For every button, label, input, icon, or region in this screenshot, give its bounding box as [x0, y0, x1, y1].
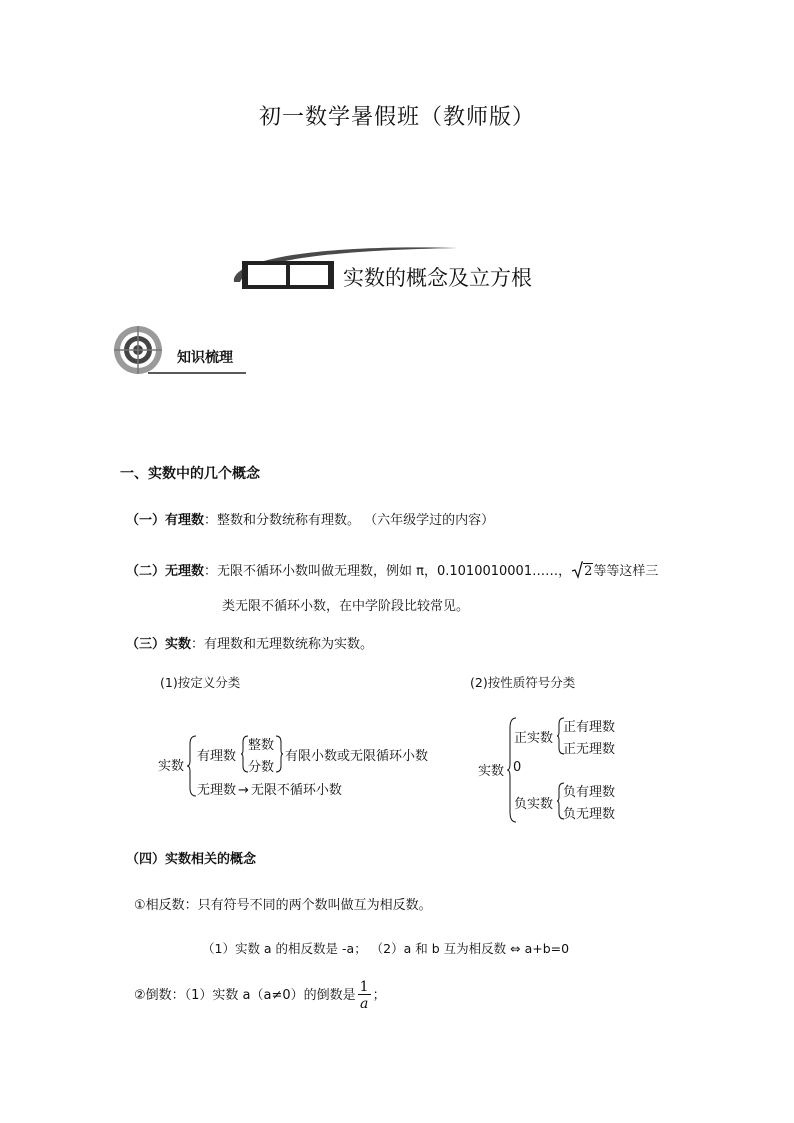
item-text: ：无限不循环小数叫做无理数，例如 π，0.1010010001……， — [204, 564, 572, 579]
class2-neg-rational: 负有理数 — [563, 785, 616, 800]
class2-caption: (2)按性质符号分类 — [470, 675, 576, 690]
item-term: 无理数 — [165, 564, 205, 579]
reciprocal-fraction — [358, 980, 371, 1011]
sqrt-icon — [571, 561, 583, 579]
item-text: ：整数和分数统称有理数。 （六年级学过的内容） — [204, 513, 495, 528]
class1-rational-note: 有限小数或无限循环小数 — [285, 749, 429, 764]
class2-positive: 正实数 — [514, 731, 554, 746]
class2-root: 实数 — [478, 764, 505, 779]
item-num: （二） — [126, 564, 166, 579]
class1-irrational: 无理数 — [197, 783, 237, 798]
opposite-detail: （1）实数 a 的相反数是 -a； （2）a 和 b 互为相反数 ⇔ a+b=0 — [202, 941, 570, 956]
reciprocal-text: ②倒数：（1）实数 a（a≠0）的倒数是 — [134, 988, 356, 1003]
item-text: ：有理数和无理数统称为实数。 — [191, 637, 374, 652]
class2-pos-irrational: 正无理数 — [563, 742, 616, 757]
page-title: 初一数学暑假班（教师版） — [258, 105, 535, 130]
sqrt-radicand: 2 — [584, 564, 593, 579]
fraction-denominator: a — [359, 996, 369, 1012]
class1-caption: (1)按定义分类 — [160, 675, 241, 690]
class1-fraction: 分数 — [248, 760, 275, 775]
reciprocal-end: ； — [372, 988, 386, 1003]
open-book-icon — [240, 257, 336, 293]
item-num: （一） — [126, 513, 166, 528]
class1-rational: 有理数 — [197, 749, 237, 764]
reciprocal-definition — [134, 980, 386, 1011]
sqrt-expression — [571, 561, 593, 579]
brace-icon — [274, 734, 284, 774]
item-num: （三） — [126, 637, 166, 652]
item-irrational — [126, 560, 658, 579]
class1-irrational-note: 无限不循环小数 — [250, 783, 342, 798]
class2-negative: 负实数 — [514, 797, 554, 812]
fraction-numerator: 1 — [359, 979, 369, 995]
class1-integer: 整数 — [248, 738, 275, 753]
item-term: 有理数 — [165, 513, 205, 528]
item-rational — [126, 509, 494, 528]
item-term: 实数 — [165, 637, 192, 652]
item-irrational-line2: 类无限不循环小数，在中学阶段比较常见。 — [222, 599, 470, 614]
chapter-title: 实数的概念及立方根 — [343, 266, 532, 290]
class2-pos-rational: 正有理数 — [563, 720, 616, 735]
class2-zero: 0 — [513, 760, 522, 775]
class2-neg-irrational: 负无理数 — [563, 807, 616, 822]
knowledge-label: 知识梳理 — [177, 350, 233, 366]
class1-irrational-line — [197, 779, 342, 798]
item-real — [126, 633, 373, 652]
item-text: 等等这样三 — [593, 564, 659, 579]
arrow-icon: → — [238, 783, 249, 798]
opposite-definition: ①相反数：只有符号不同的两个数叫做互为相反数。 — [134, 898, 432, 913]
class1-root: 实数 — [158, 759, 185, 774]
section-heading: 一、实数中的几个概念 — [120, 466, 260, 482]
item4-heading: （四）实数相关的概念 — [126, 852, 257, 867]
